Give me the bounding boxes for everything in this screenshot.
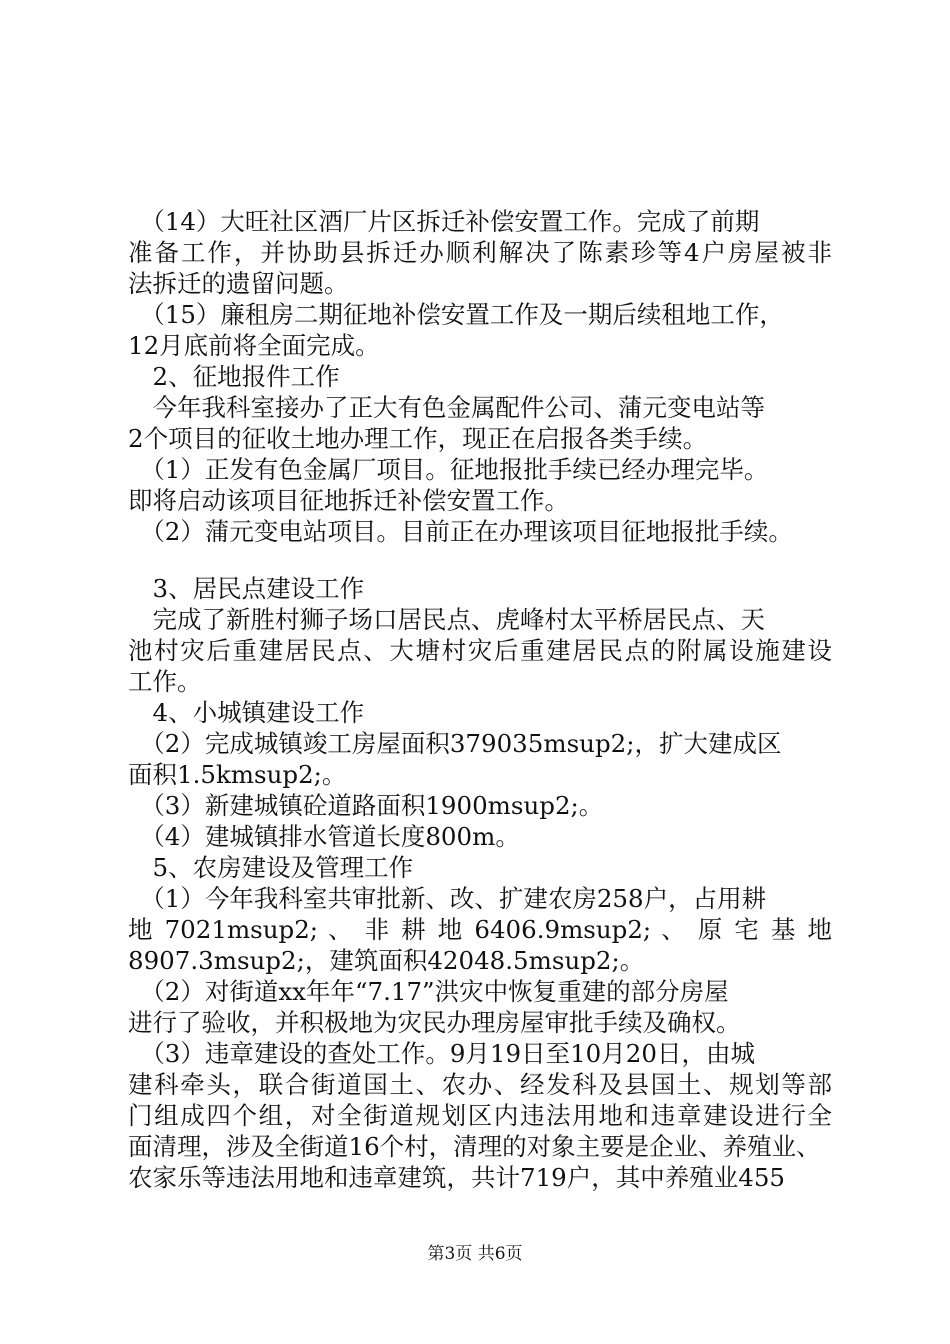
paragraph-line: 进行了验收，并积极地为灾民办理房屋审批手续及确权。 bbox=[128, 1008, 741, 1037]
paragraph-line: （1）今年我科室共审批新、改、扩建农房258户，占用耕 bbox=[128, 884, 767, 913]
paragraph-line: （14）大旺社区酒厂片区拆迁补偿安置工作。完成了前期 bbox=[128, 207, 760, 236]
paragraph-line: 12月底前将全面完成。 bbox=[128, 331, 380, 360]
paragraph-line: （3）违章建设的查处工作。9月19日至10月20日，由城 bbox=[128, 1039, 755, 1068]
paragraph-line: 即将启动该项目征地拆迁补偿安置工作。 bbox=[128, 486, 569, 515]
paragraph-line: 地 7021msup2; 、 非 耕 地 6406.9msup2; 、 原 宅 基 地 bbox=[128, 915, 832, 944]
paragraph-line: 面积1.5kmsup2;。 bbox=[128, 760, 347, 789]
paragraph-line: 工作。 bbox=[128, 667, 202, 696]
section-heading: 3、居民点建设工作 bbox=[128, 574, 365, 603]
paragraph-line: （4）建城镇排水管道长度800m。 bbox=[128, 822, 520, 851]
section-heading: 2、征地报件工作 bbox=[128, 362, 340, 391]
paragraph-line: 农家乐等违法用地和违章建筑，共计719户，其中养殖业455 bbox=[128, 1163, 786, 1192]
paragraph-line: （3）新建城镇砼道路面积1900msup2;。 bbox=[128, 791, 604, 820]
paragraph-line: （2）完成城镇竣工房屋面积379035msup2;，扩大建成区 bbox=[128, 729, 782, 758]
paragraph-line: 准备工作，并协助县拆迁办顺利解决了陈素珍等4户房屋被非 bbox=[128, 238, 832, 267]
paragraph-line: 今年我科室接办了正大有色金属配件公司、蒲元变电站等 bbox=[128, 393, 765, 422]
paragraph-line: （2）对街道xx年年“7.17”洪灾中恢复重建的部分房屋 bbox=[128, 977, 729, 1006]
paragraph-line: （2）蒲元变电站项目。目前正在办理该项目征地报批手续。 bbox=[128, 517, 793, 546]
paragraph-line: （15）廉租房二期征地补偿安置工作及一期后续租地工作， bbox=[128, 300, 784, 329]
paragraph-line: 面清理，涉及全街道16个村，清理的对象主要是企业、养殖业、 bbox=[128, 1132, 821, 1161]
paragraph-line: （1）正发有色金属厂项目。征地报批手续已经办理完毕。 bbox=[128, 455, 769, 484]
paragraph-line: 完成了新胜村狮子场口居民点、虎峰村太平桥居民点、天 bbox=[128, 605, 765, 634]
section-heading: 4、小城镇建设工作 bbox=[128, 698, 365, 727]
paragraph-line: 建科牵头，联合街道国土、农办、经发科及县国土、规划等部 bbox=[128, 1070, 832, 1099]
paragraph-line: 法拆迁的遗留问题。 bbox=[128, 269, 349, 298]
section-heading: 5、农房建设及管理工作 bbox=[128, 853, 414, 882]
paragraph-line: 8907.3msup2;，建筑面积42048.5msup2;。 bbox=[128, 946, 645, 975]
paragraph-line: 2个项目的征收土地办理工作，现正在启报各类手续。 bbox=[128, 424, 708, 453]
paragraph-line: 池村灾后重建居民点、大塘村灾后重建居民点的附属设施建设 bbox=[128, 636, 832, 665]
paragraph-line: 门组成四个组，对全街道规划区内违法用地和违章建设进行全 bbox=[128, 1101, 832, 1130]
page-number-footer: 第3页 共6页 bbox=[427, 1244, 523, 1264]
